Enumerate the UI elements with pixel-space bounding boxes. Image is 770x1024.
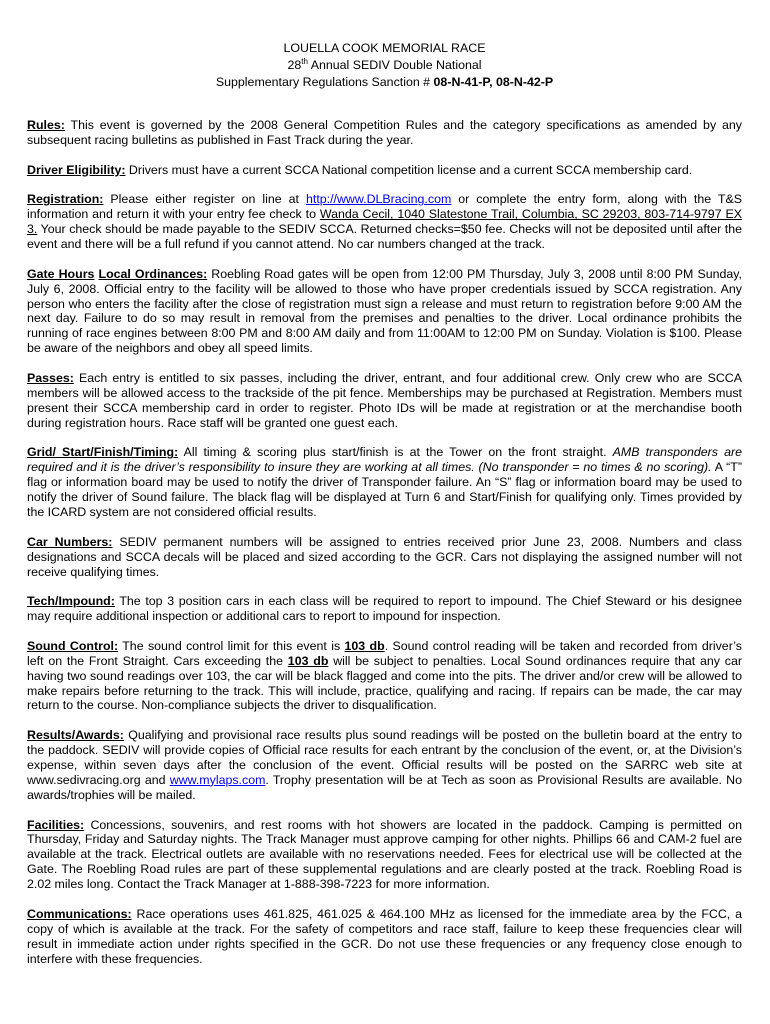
registration-text-2: or complete the entry form, along with the T&S information and return it with your entry fee check to	[27, 192, 742, 222]
registration-text-3: Your check should be made payable to the SEDIV SCCA. Returned checks=$50 fee. Checks will not be deposited until after the event and there will be a full refund if you cannot attend. No car numbers changed at the track.	[27, 222, 742, 252]
mylaps-link[interactable]: www.mylaps.com	[169, 772, 266, 787]
sanction-numbers: 08-N-41-P, 08-N-42-P	[433, 75, 554, 89]
grid-timing-text-2: A “T” flag or information board may be used to notify the driver of Transponder failure. An “S” flag or information board may be used to notify the driver of Sound failure. The black flag will be displayed at Turn 6 and Start/Finish for qualifying only. Times provided by the ICARD system are not considered official results.	[27, 460, 742, 520]
results-awards-heading: Results/Awards:	[27, 728, 124, 743]
sanction-line	[27, 74, 742, 91]
registration-section	[27, 192, 742, 252]
facilities-text: Concessions, souvenirs, and rest rooms with hot showers are located in the paddock. Camping is permitted on Thursday, Friday and Saturday nights. The Track Manager must approve camping for other nights. Phillips 66 and CAM-2 fuel are available at the track. Electrical outlets are available with no reservations needed. Fees for electrical use will be collected at the Gate. The Roebling Road rules are part of these supplemental regulations and are clearly posted at the track. Roebling Road is 2.02 miles long. Contact the Track Manager at 1-888-398-7223 for more information.	[27, 817, 742, 892]
rules-section	[27, 118, 742, 148]
grid-timing-heading: Grid/ Start/Finish/Timing:	[27, 445, 179, 460]
sound-control-text-1: The sound control limit for this event is	[118, 638, 345, 653]
edition-number: 28	[287, 58, 302, 72]
passes-text: Each entry is entitled to six passes, including the driver, entrant, and four additional crew. Only crew who are SCCA members will be allowed access to the trackside of the pit fence. Memberships may be purchased at Registration. Members must present their SCCA membership card in order to register. Photo IDs will be made at registration or at the merchandise booth during registration hours. Race staff will be granted one guest each.	[27, 370, 742, 430]
sound-limit-1: 103 db	[344, 638, 385, 653]
car-numbers-heading: Car Numbers:	[27, 534, 113, 549]
eligibility-heading: Driver Eligibility:	[27, 162, 126, 177]
car-numbers-section	[27, 535, 742, 580]
local-ordinances-heading: Local Ordinances:	[98, 266, 208, 281]
tech-impound-heading: Tech/Impound:	[27, 594, 115, 609]
gate-hours-text: Roebling Road gates will be open from 12:00 PM Thursday, July 3, 2008 until 8:00 PM Sunday, July 6, 2008. Official entry to the facility will be allowed to those who have proper credentials issued by SCCA registration. Any person who enters the facility after the close of registration must sign a release and must return to registration before 9:00 AM the next day. Failure to do so may result in removal from the premises and penalties to the driver. Local ordinance prohibits the running of race engines between 8:00 PM and 8:00 AM daily and from 11:00AM to 12:00 PM on Sunday. Violation is $100. Please be aware of the neighbors and obey all speed limits.	[27, 266, 742, 356]
sanction-label: Supplementary Regulations Sanction #	[215, 75, 434, 89]
rules-heading: Rules:	[27, 118, 65, 132]
gate-hours-heading: Gate Hours	[27, 266, 95, 281]
event-title: LOUELLA COOK MEMORIAL RACE	[283, 41, 486, 55]
communications-section	[27, 907, 742, 967]
edition-suffix: th	[301, 56, 308, 66]
rules-text: This event is governed by the 2008 General Competition Rules and the category specifications as amended by any subsequent racing bulletins as published in Fast Track during the year.	[27, 118, 742, 147]
registration-address: Wanda Cecil, 1040 Slatestone Trail, Columbia, SC 29203, 803-714-9797 EX 3.	[27, 207, 742, 237]
registration-link[interactable]: http://www.DLBracing.com	[305, 192, 452, 207]
event-series: Annual SEDIV Double National	[307, 58, 482, 72]
results-awards-text-1: Qualifying and provisional race results plus sound readings will be posted on the bulletin board at the entry to the paddock. SEDIV will provide copies of Official race results for each entrant by the conclusion of the event, or, at the Division’s expense, within seven days after the conclusion of the event. Official results will be posted on the SARRC web site at www.sedivracing.org and	[27, 728, 742, 787]
gate-hours-section	[27, 267, 742, 356]
passes-heading: Passes:	[27, 370, 74, 385]
transponder-note: AMB transponders are required and it is the driver’s responsibility to insure they are working at all times. (No transponder = no times & no scoring).	[27, 445, 742, 475]
eligibility-text: Drivers must have a current SCCA National competition license and a current SCCA membership card.	[125, 162, 693, 177]
sound-control-section	[27, 639, 742, 714]
sound-control-text-3: will be subject to penalties. Local Sound ordinances require that any car having two sound readings over 103, the car will be black flagged and come into the pits. The driver and/or crew will be allowed to make repairs before returning to the track. This will include, practice, qualifying and racing. If repairs can be made, the car may return to the course. Non-compliance subjects the driver to disqualification.	[27, 653, 742, 713]
passes-section	[27, 371, 742, 431]
document-header	[27, 40, 742, 91]
registration-text-1: Please either register on line at	[103, 192, 306, 207]
eligibility-section	[27, 163, 742, 178]
event-subtitle	[27, 57, 742, 74]
tech-impound-text: The top 3 position cars in each class will be required to report to impound. The Chief Steward or his designee may require additional inspection or additional cars to report to impound for inspection.	[27, 594, 742, 624]
sound-limit-2: 103 db	[287, 653, 329, 668]
regulations-body	[27, 118, 742, 966]
document-page	[27, 40, 742, 981]
communications-text: Race operations uses 461.825, 461.025 & 464.100 MHz as licensed for the immediate area by the FCC, a copy of which is available at the track. For the safety of competitors and race staff, failure to keep these frequencies clear will result in immediate action under rights specified in the GCR. Do not use these frequencies or any frequency close enough to interfere with these frequencies.	[27, 906, 742, 966]
sound-control-heading: Sound Control:	[27, 638, 119, 653]
tech-impound-section	[27, 594, 742, 624]
results-awards-text-2: . Trophy presentation will be at Tech as soon as Provisional Results are available. No awards/trophies will be mailed.	[27, 772, 743, 802]
grid-timing-section	[27, 445, 742, 520]
results-awards-section	[27, 728, 742, 803]
facilities-heading: Facilities:	[27, 817, 85, 832]
car-numbers-text: SEDIV permanent numbers will be assigned to entries received prior June 23, 2008. Numbers and class designations and SCCA decals will be placed and sized according to the GCR. Cars not displaying the assigned number will not receive qualifying times.	[27, 534, 742, 579]
grid-timing-text-1: All timing & scoring plus start/finish is at the Tower on the front straight.	[178, 445, 613, 460]
registration-heading: Registration:	[27, 192, 104, 207]
sound-control-text-2: . Sound control reading will be taken and recorded from driver’s left on the Front Straight. Cars exceeding the	[27, 638, 743, 668]
facilities-section	[27, 818, 742, 893]
communications-heading: Communications:	[27, 906, 132, 921]
